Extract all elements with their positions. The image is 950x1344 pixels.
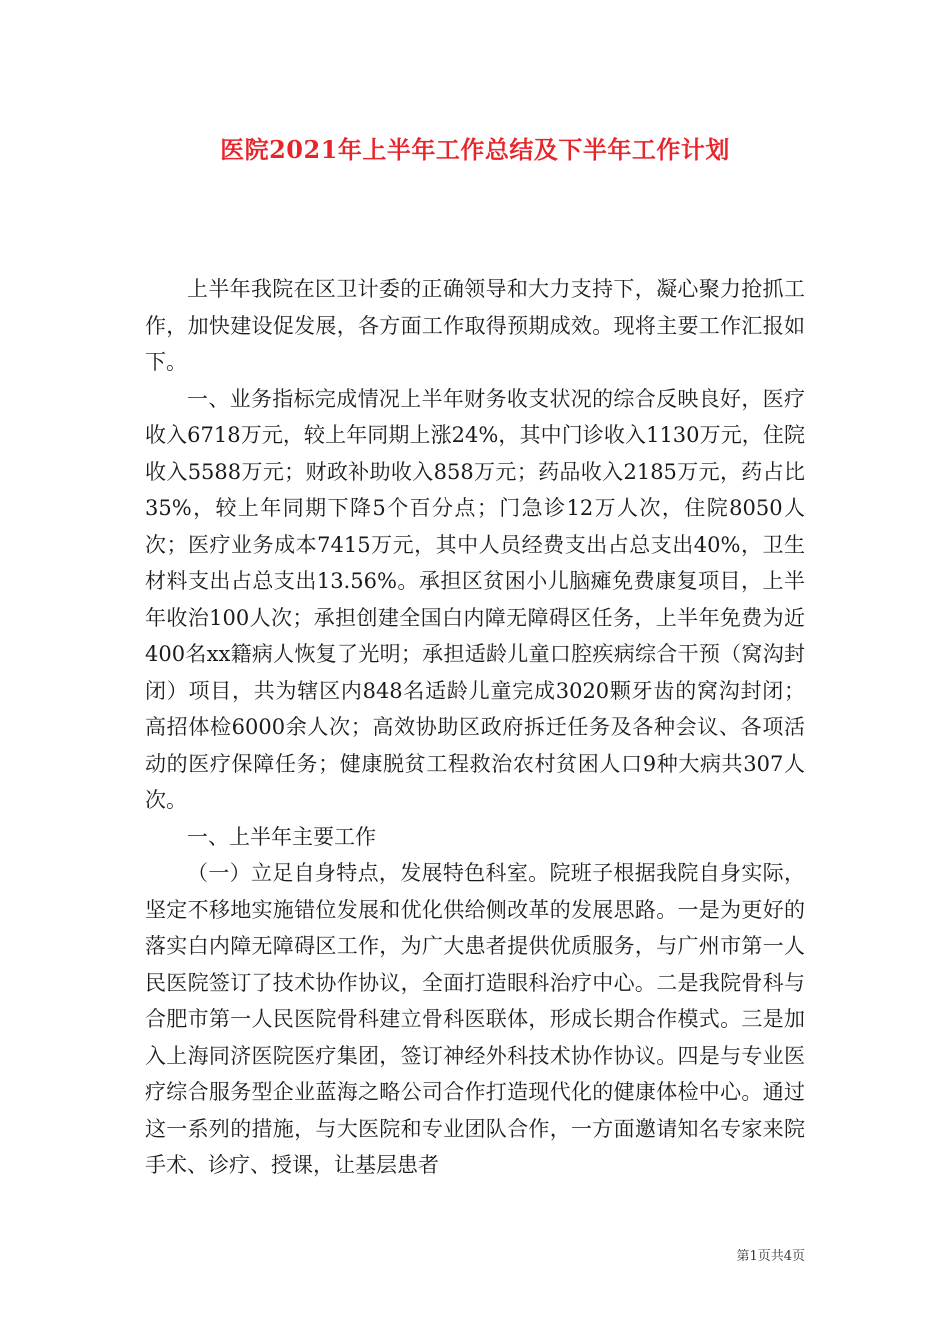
paragraph-intro: 上半年我院在区卫计委的正确领导和大力支持下，凝心聚力抢抓工作，加快建设促发展，各方面工作取得预期成效。现将主要工作汇报如下。 [145, 277, 805, 374]
section-heading-main-work: 一、上半年主要工作 [187, 824, 376, 849]
paragraph-specialty-departments: （一）立足自身特点，发展特色科室。院班子根据我院自身实际，坚定不移地实施错位发展和优化供给侧改革的发展思路。一是为更好的落实白内障无障碍区工作，为广大患者提供优质服务，与广州市第一人民医院签订了技术协作协议，全面打造眼科治疗中心。二是我院骨科与合肥市第一人民医院骨科建立骨科医联体，形成长期合作模式。三是加入上海同济医院医疗集团，签订神经外科技术协作协议。四是与专业医疗综合服务型企业蓝海之略公司合作打造现代化的健康体检中心。通过这一系列的措施，与大医院和专业团队合作，一方面邀请知名专家来院手术、诊疗、授课，让基层患者 [145, 861, 805, 1177]
page-number: 第1页共4页 [736, 1249, 805, 1264]
document-title: 医院2021年上半年工作总结及下半年工作计划 [220, 135, 730, 164]
document-body [145, 271, 805, 1184]
paragraph-business-indicators: 一、业务指标完成情况上半年财务收支状况的综合反映良好，医疗收入6718万元，较上年同期上涨24%，其中门诊收入1130万元，住院收入5588万元；财政补助收入858万元；药品收入2185万元，药占比35%，较上年同期下降5个百分点；门急诊12万人次，住院8050人次；医疗业务成本7415万元，其中人员经费支出占总支出40%，卫生材料支出占总支出13.56%。承担区贫困小儿脑瘫免费康复项目，上半年收治100人次；承担创建全国白内障无障碍区任务，上半年免费为近400名xx籍病人恢复了光明；承担适龄儿童口腔疾病综合干预（窝沟封闭）项目，共为辖区内848名适龄儿童完成3020颗牙齿的窝沟封闭；高招体检6000余人次；高效协助区政府拆迁任务及各种会议、各项活动的医疗保障任务；健康脱贫工程救治农村贫困人口9种大病共307人次。 [145, 386, 805, 812]
